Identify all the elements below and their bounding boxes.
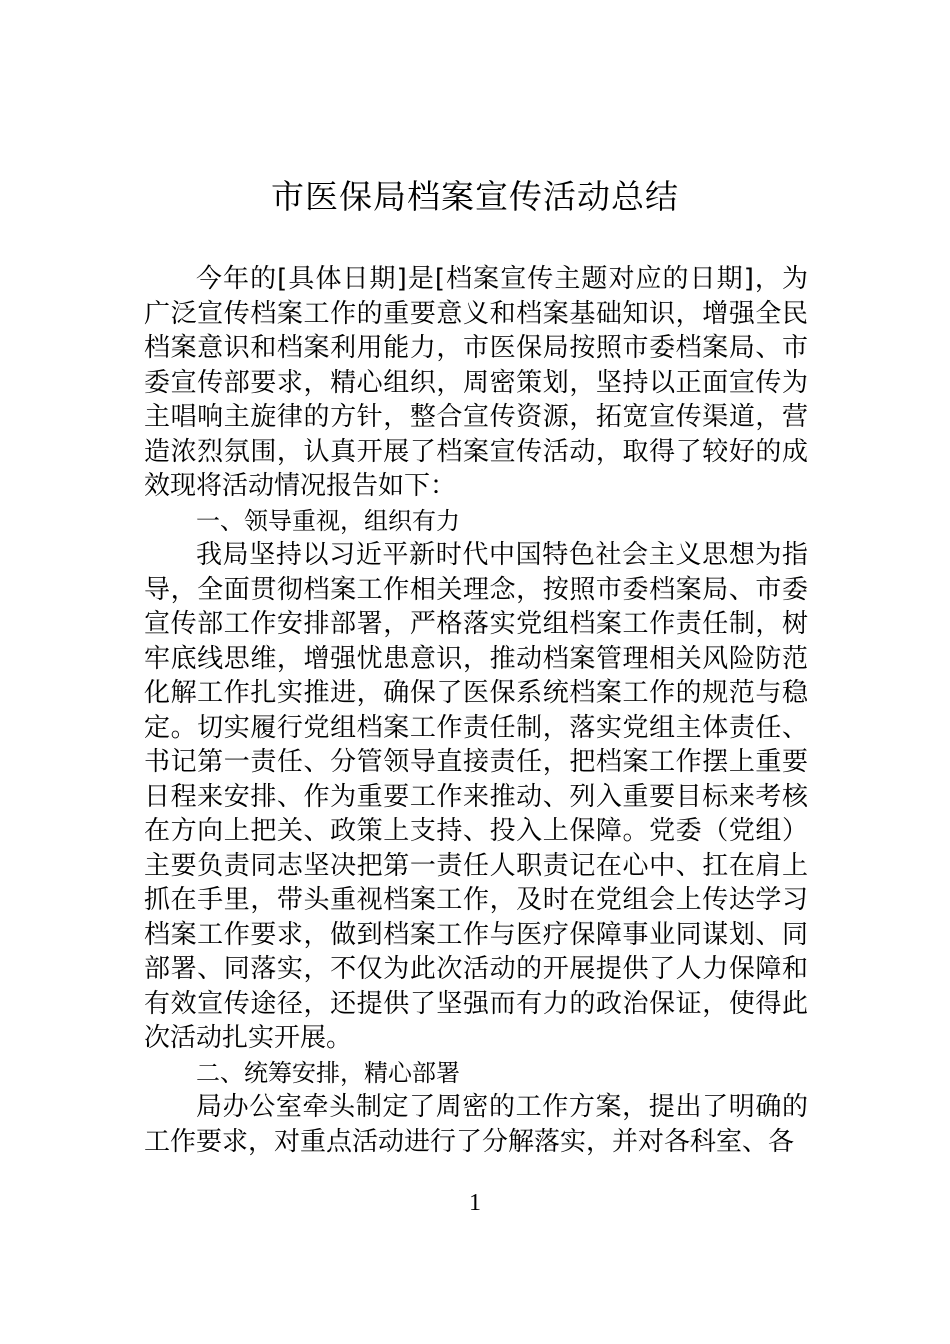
paragraph-section-1: 我局坚持以习近平新时代中国特色社会主义思想为指导，全面贯彻档案工作相关理念，按照市委档案局、市委宣传部工作安排部署，严格落实党组档案工作责任制，树牢底线思维，增强忧患意识，推动档案管理相关风险防范化解工作扎实推进，确保了医保系统档案工作的规范与稳定。切实履行党组档案工作责任制，落实党组主体责任、书记第一责任、分管领导直接责任，把档案工作摆上重要日程来安排、作为重要工作来推动、列入重要目标来考核在方向上把关、政策上支持、投入上保障。党委（党组）主要负责同志坚决把第一责任人职责记在心中、扛在肩上抓在手里，带头重视档案工作，及时在党组会上传达学习档案工作要求，做到档案工作与医疗保障事业同谋划、同部署、同落实，不仅为此次活动的开展提供了人力保障和有效宣传途径，还提供了坚强而有力的政治保证，使得此次活动扎实开展。 — [144, 540, 808, 1053]
section-heading-2: 二、统筹安排，精心部署 — [196, 1058, 460, 1087]
document-title: 市医保局档案宣传活动总结 — [271, 177, 679, 216]
section-heading-1: 一、领导重视，组织有力 — [196, 506, 460, 535]
paragraph-intro: 今年的[具体日期]是[档案宣传主题对应的日期]，为广泛宣传档案工作的重要意义和档案基础知识，增强全民档案意识和档案利用能力，市医保局按照市委档案局、市委宣传部要求，精心组织，周密策划，坚持以正面宣传为主唱响主旋律的方针，整合宣传资源，拓宽宣传渠道，营造浓烈氛围，认真开展了档案宣传活动，取得了较好的成效现将活动情况报告如下： — [144, 264, 808, 501]
document-body — [144, 262, 808, 1159]
paragraph-section-2: 局办公室牵头制定了周密的工作方案，提出了明确的工作要求，对重点活动进行了分解落实，并对各科室、各 — [144, 1092, 808, 1157]
page-number: 1 — [469, 1190, 481, 1216]
